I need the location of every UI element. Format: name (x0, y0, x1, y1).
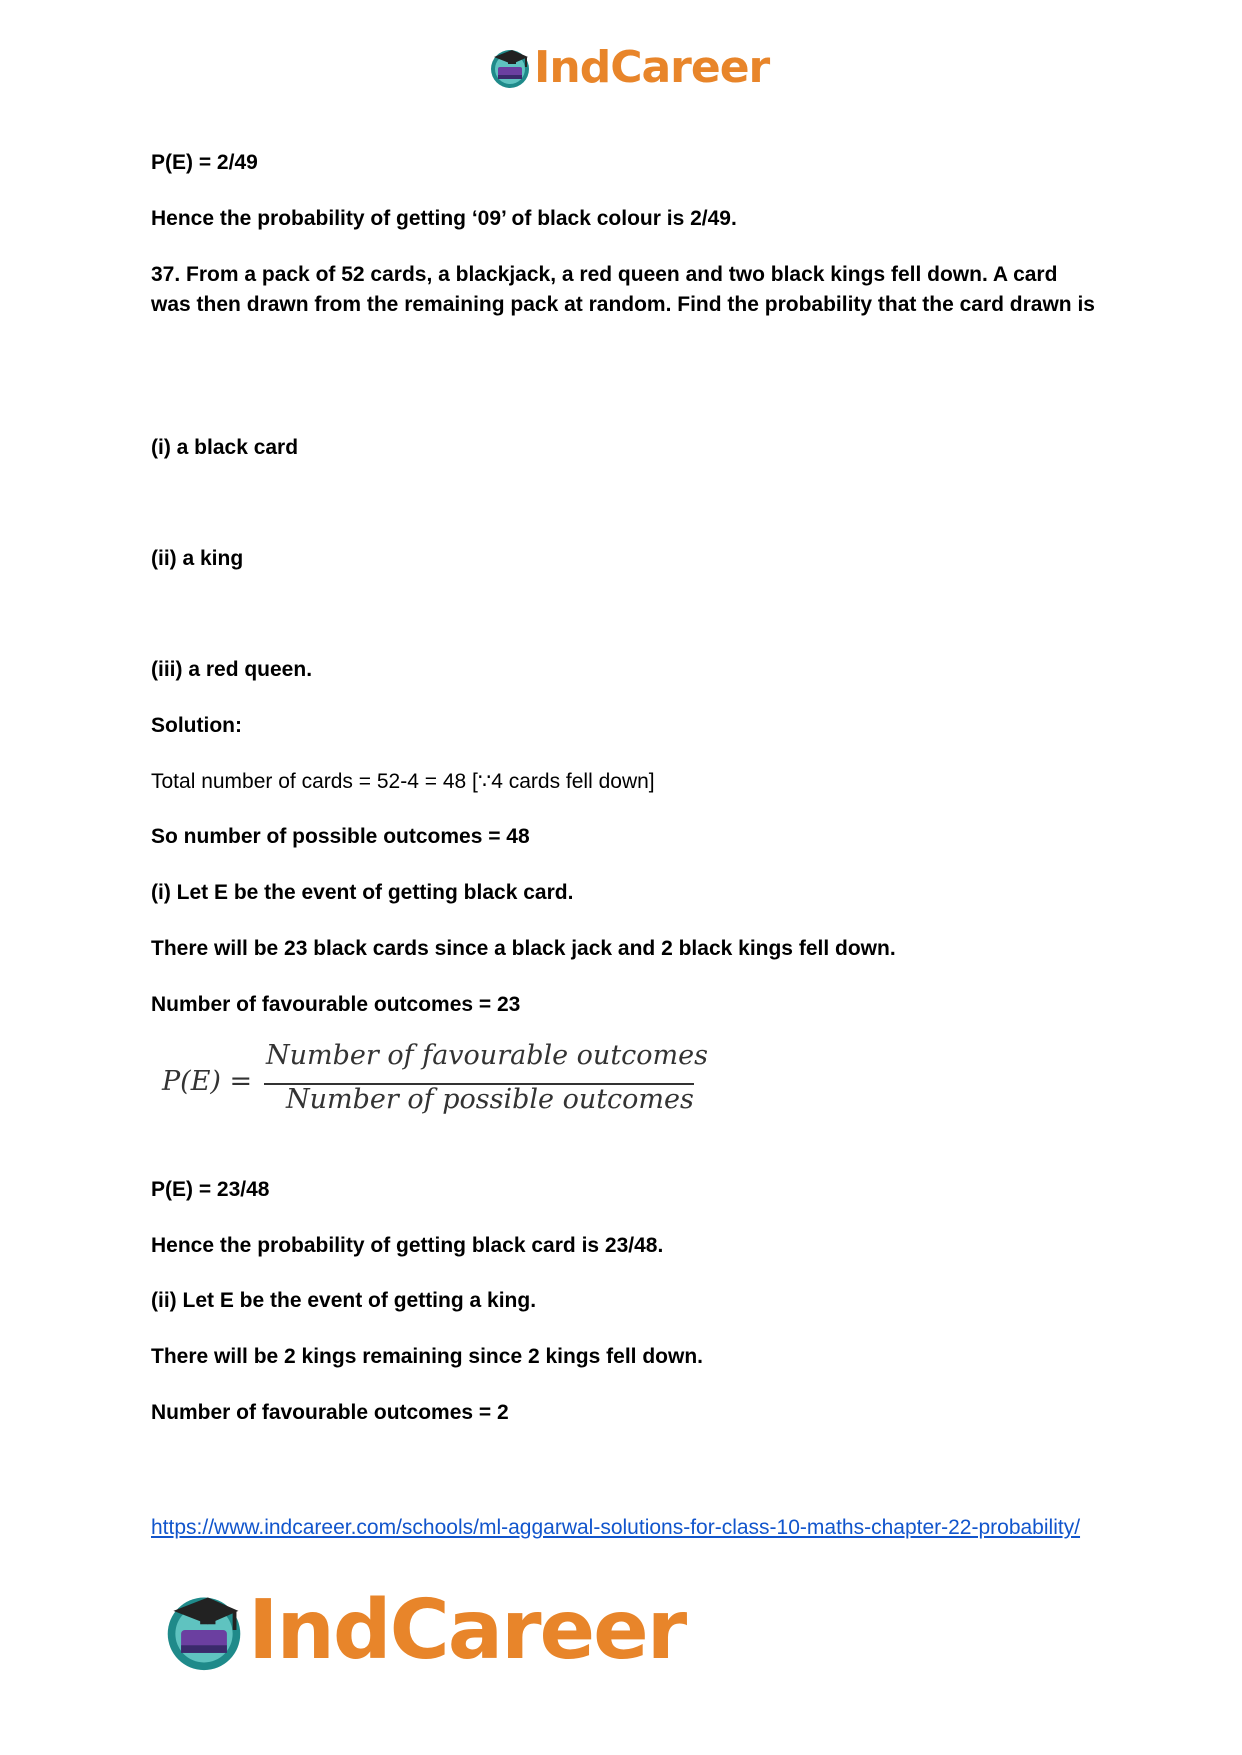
formula-lhs: P(E) = (162, 1066, 253, 1097)
possible-outcomes-line: So number of possible outcomes = 48 (151, 825, 530, 848)
favourable-outcomes-i: Number of favourable outcomes = 23 (151, 993, 521, 1016)
probability-formula (160, 1040, 708, 1125)
graduation-cap-book-icon (162, 1588, 246, 1672)
conclusion-black-card: Hence the probability of getting black card is 23/48. (151, 1234, 664, 1257)
footer-logo-text: IndCareer (248, 1582, 686, 1678)
question-part-i: (i) a black card (151, 436, 299, 459)
kings-remaining-line: There will be 2 kings remaining since 2 kings fell down. (151, 1345, 703, 1368)
formula-numerator: Number of favourable outcomes (266, 1040, 708, 1071)
favourable-outcomes-ii: Number of favourable outcomes = 2 (151, 1401, 509, 1424)
event-i-line: (i) Let E be the event of getting black card. (151, 881, 574, 904)
solution-label: Solution: (151, 714, 242, 737)
source-link[interactable]: https://www.indcareer.com/schools/ml-aggarwal-solutions-for-class-10-maths-chapter-22-probability/ (151, 1516, 1081, 1539)
conclusion-09-black: Hence the probability of getting ‘09’ of black colour is 2/49. (151, 207, 737, 230)
header-logo-text: IndCareer (534, 41, 770, 93)
footer-logo (162, 1582, 686, 1678)
event-ii-line: (ii) Let E be the event of getting a king. (151, 1289, 537, 1312)
question-part-ii: (ii) a king (151, 547, 244, 570)
question-37: 37. From a pack of 52 cards, a blackjack, a red queen and two black kings fell down. A card was then drawn from the remaining pack at random. Find the probability that the card drawn is (151, 263, 1095, 316)
probability-result-2-49: P(E) = 2/49 (151, 151, 258, 174)
total-cards-line: Total number of cards = 52-4 = 48 [∵4 cards fell down] (151, 770, 655, 793)
question-part-iii: (iii) a red queen. (151, 658, 313, 681)
header-logo (488, 42, 769, 92)
graduation-cap-book-icon (488, 45, 532, 89)
probability-result-23-48: P(E) = 23/48 (151, 1178, 270, 1201)
formula-denominator: Number of possible outcomes (286, 1084, 694, 1115)
black-cards-line: There will be 23 black cards since a black jack and 2 black kings fell down. (151, 937, 896, 960)
